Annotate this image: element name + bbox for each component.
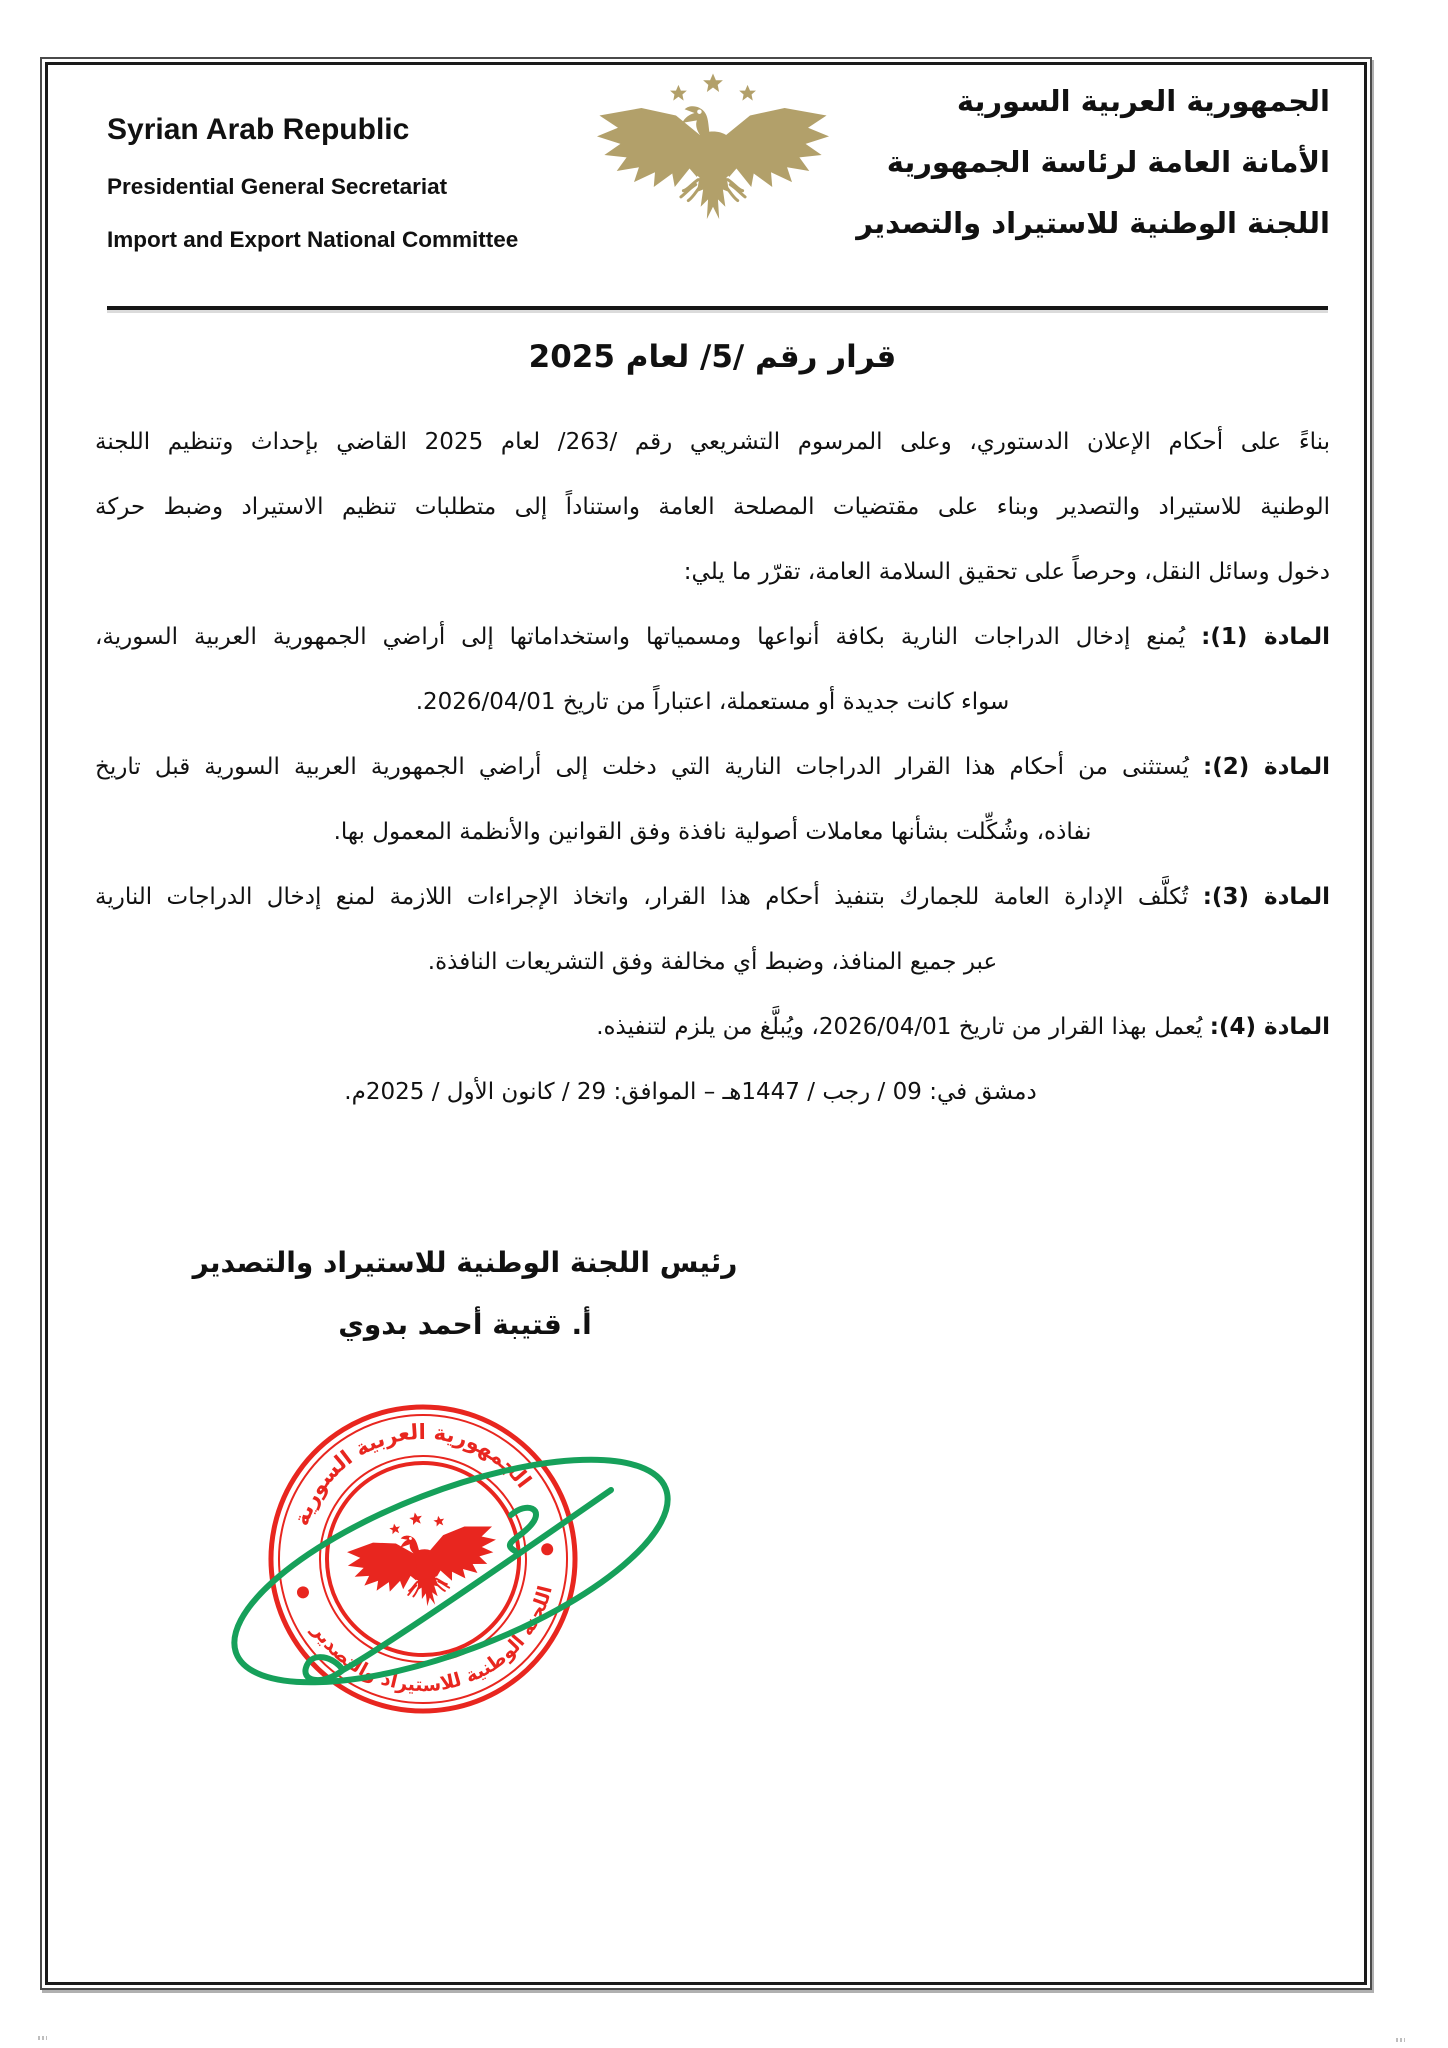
decree-body [95, 410, 1330, 1060]
stamp-seal [247, 1383, 599, 1727]
national-eagle-emblem-icon [588, 71, 838, 229]
preamble-line: الوطنية للاستيراد والتصدير وبناء على مقتضيات المصلحة العامة واستناداً إلى متطلبات تنظيم الاستيراد وضبط حركة [95, 494, 1330, 520]
article-1-line-1 [95, 605, 1330, 670]
article-1-text: يُمنع إدخال الدراجات النارية بكافة أنواعها ومسمياتها واستخداماتها إلى أراضي الجمهورية العربية السورية، [95, 624, 1186, 650]
header-arabic-block [856, 71, 1330, 254]
article-3-label: المادة (3): [1202, 884, 1331, 910]
preamble-line: دخول وسائل النقل، وحرصاً على تحقيق السلامة العامة، تقرّر ما يلي: [683, 559, 1330, 585]
org-name-english: Syrian Arab Republic [107, 113, 410, 146]
org-secretariat-arabic: الأمانة العامة لرئاسة الجمهورية [886, 145, 1330, 179]
header-separator-rule [107, 306, 1328, 310]
article-1-label: المادة (1): [1201, 624, 1331, 650]
article-2-line-2: نفاذه، وشُكِّلت بشأنها معاملات أصولية نافذة وفق القوانين والأنظمة المعمول بها. [333, 819, 1092, 845]
date-line: دمشق في: 09 / رجب / 1447هـ – الموافق: 29 / كانون الأول / 2025م. [344, 1079, 1037, 1105]
org-committee-english: Import and Export National Committee [107, 227, 519, 252]
signatory-name: أ. قتيبة أحمد بدوي [338, 1308, 592, 1341]
scan-artifact [38, 2036, 47, 2040]
official-stamp [213, 1379, 693, 1727]
article-3-text: تُكلَّف الإدارة العامة للجمارك بتنفيذ أحكام هذا القرار، واتخاذ الإجراءات اللازمة لمنع إدخال الدراجات النارية [95, 884, 1189, 910]
signatory-title: رئيس اللجنة الوطنية للاستيراد والتصدير [192, 1246, 738, 1279]
article-2-label: المادة (2): [1203, 754, 1330, 780]
stamp-side-dot [540, 1542, 554, 1556]
stamp-top-text: الجمهورية العربية السورية [289, 1419, 536, 1529]
scan-artifact [1396, 2038, 1405, 2042]
article-4-label: المادة (4): [1209, 1014, 1330, 1040]
stamp-side-dot [296, 1585, 310, 1599]
article-2-text: يُستثنى من أحكام هذا القرار الدراجات النارية التي دخلت إلى أراضي الجمهورية العربية السورية قبل تاريخ [95, 754, 1189, 780]
article-3-line-2: عبر جميع المنافذ، وضبط أي مخالفة وفق التشريعات النافذة. [427, 949, 998, 975]
svg-text:اللجنة الوطنية للاستيراد والتص [305, 1579, 571, 1716]
org-name-arabic: الجمهورية العربية السورية [956, 84, 1330, 118]
org-secretariat-english: Presidential General Secretariat [107, 174, 448, 199]
preamble-line: بناءً على أحكام الإعلان الدستوري، وعلى المرسوم التشريعي رقم /263/ لعام 2025 القاضي بإحداث وتنظيم اللجنة [95, 429, 1330, 455]
article-3-line-1 [95, 865, 1330, 930]
stamp-eagle-icon [341, 1499, 506, 1618]
org-committee-arabic: اللجنة الوطنية للاستيراد والتصدير [856, 206, 1330, 240]
stamp-bottom-text: اللجنة الوطنية للاستيراد والتصدير [307, 1583, 557, 1697]
article-1-line-2: سواء كانت جديدة أو مستعملة، اعتباراً من تاريخ 2026/04/01. [415, 689, 1010, 715]
article-4-text: يُعمل بهذا القرار من تاريخ 2026/04/01، ويُبلَّغ من يلزم لتنفيذه. [596, 1014, 1203, 1040]
decree-title: قرار رقم /5/ لعام 2025 [528, 339, 897, 375]
page-content [95, 57, 1331, 1697]
signature-block [95, 1233, 835, 1357]
doc-header [95, 57, 1330, 292]
article-2-line-1 [95, 735, 1330, 800]
article-4-line-1 [95, 995, 1330, 1060]
header-english-block [107, 113, 518, 280]
